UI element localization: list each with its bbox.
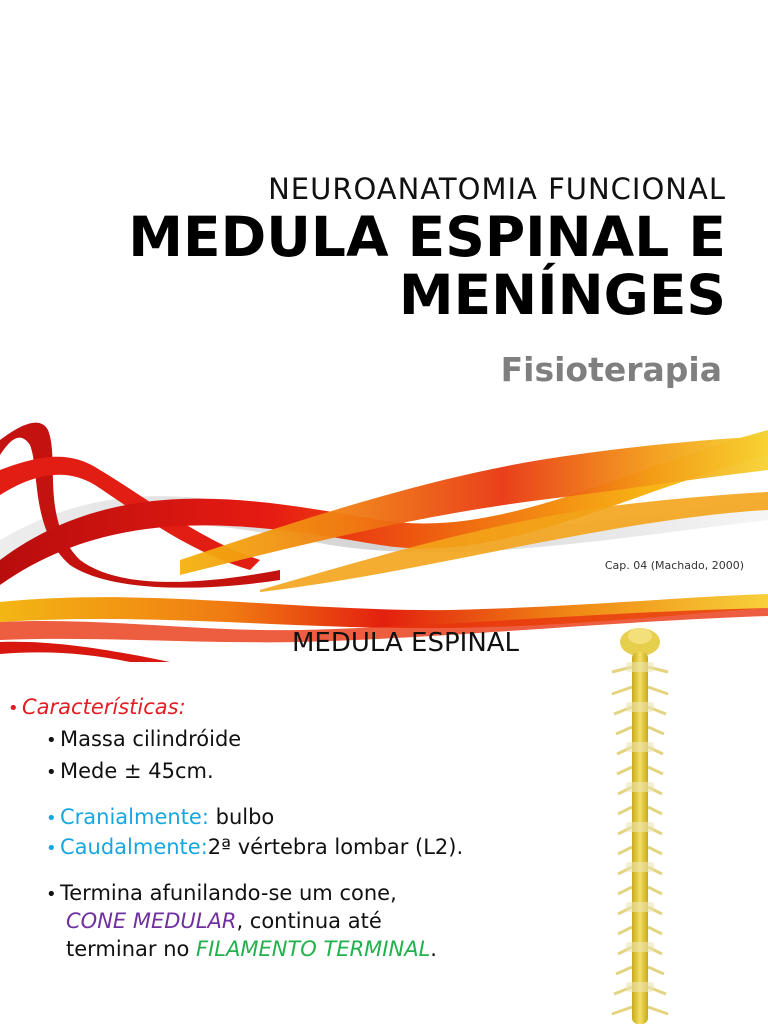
bullet-icon: • <box>46 808 57 829</box>
characteristics-heading: • Características: <box>8 694 186 722</box>
caudal-item: • Caudalmente:2ª vértebra lombar (L2). <box>46 834 463 862</box>
title-line-1: MEDULA ESPINAL E <box>128 205 726 269</box>
termina-line-2: CONE MEDULAR, continua até <box>66 909 382 933</box>
bullet-icon: • <box>8 698 19 719</box>
termina-line-1: • Termina afunilando-se um cone, <box>46 880 397 908</box>
section-title: MEDULA ESPINAL <box>292 628 520 658</box>
list-item: • Massa cilindróide <box>46 726 241 754</box>
page-title <box>128 205 726 327</box>
bullet-icon: • <box>46 730 57 751</box>
cranial-item: • Cranialmente: bulbo <box>46 804 274 832</box>
termina-line-3: terminar no FILAMENTO TERMINAL. <box>66 937 437 961</box>
list-item: • Mede ± 45cm. <box>46 758 214 786</box>
citation: Cap. 04 (Machado, 2000) <box>604 559 744 572</box>
subtitle: NEUROANATOMIA FUNCIONAL <box>268 172 726 206</box>
content-slide <box>0 592 768 1024</box>
spinal-cord-illustration <box>590 622 700 1024</box>
bullet-icon: • <box>46 838 57 859</box>
bullet-icon: • <box>46 884 57 905</box>
bullet-icon: • <box>46 762 57 783</box>
course-name: Fisioterapia <box>500 350 722 389</box>
title-line-2: MENÍNGES <box>398 263 726 327</box>
